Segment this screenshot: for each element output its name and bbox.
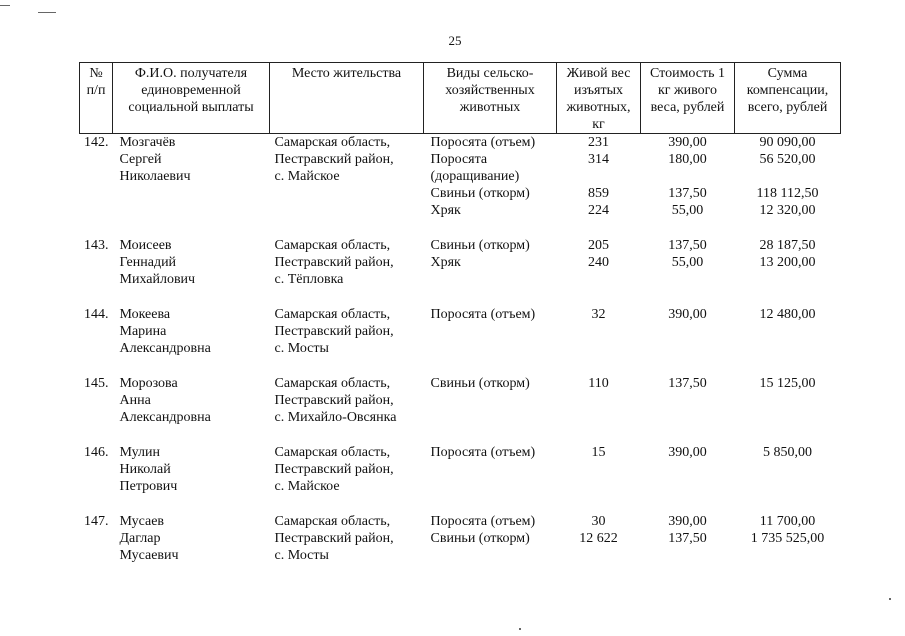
recipient-name [113,306,270,357]
recipient-name-line: Мусаевич [119,548,179,563]
recipient-name-line: Александровна [119,341,211,356]
row-number [80,375,113,426]
row-number [80,513,113,564]
recipient-name-line: Николай [119,462,171,477]
row-number [80,444,113,495]
price-per-kg [641,375,735,426]
residence-line: Самарская область, [274,238,391,253]
live-weight [557,306,641,357]
table-header [80,63,841,134]
table-row [80,237,841,288]
animal-type-line: Поросята (отъем) [430,135,536,150]
recipient-name-line: Николаевич [119,169,191,184]
live-weight [557,237,641,288]
live-weight-value: 32 [591,307,606,322]
animal-type [424,306,557,357]
scan-speck [519,628,521,630]
row-number [80,134,113,220]
animal-type [424,513,557,564]
live-weight-value: 205 [588,238,609,253]
row-number-text: 147. [84,514,109,529]
scan-speck [38,12,56,13]
residence [270,134,424,220]
table-body [80,134,841,565]
price-per-kg [641,134,735,220]
compensation-table [79,62,841,564]
animal-type [424,134,557,220]
row-number-text: 146. [84,445,109,460]
sum-value: 90 090,00 [759,135,816,150]
header-number: № п/п [80,63,113,134]
price-per-kg [641,237,735,288]
recipient-name-line: Мокеева [119,307,171,322]
compensation-sum [735,444,841,495]
price-value: 137,50 [668,531,707,546]
compensation-sum [735,375,841,426]
animal-type [424,444,557,495]
animal-type [424,375,557,426]
recipient-name [113,134,270,220]
recipient-name-line: Михайлович [119,272,196,287]
header-row [80,63,841,134]
compensation-table-wrapper [79,62,840,564]
price-value: 390,00 [668,445,707,460]
residence-line: с. Майское [274,479,340,494]
live-weight [557,444,641,495]
row-spacer [80,288,841,306]
animal-type-line: Свиньи (откорм) [430,376,530,391]
residence-line: с. Михайло-Овсянка [274,410,397,425]
residence-line: Пестравский район, [274,393,394,408]
residence-line: Пестравский район, [274,152,394,167]
live-weight-value: 15 [591,445,606,460]
residence-line: Самарская область, [274,135,391,150]
recipient-name [113,513,270,564]
recipient-name [113,375,270,426]
animal-type-line: Поросята (отъем) [430,514,536,529]
recipient-name-line: Мулин [119,445,160,460]
residence-line: Самарская область, [274,376,391,391]
recipient-name-line: Марина [119,324,167,339]
live-weight [557,134,641,220]
table-row [80,444,841,495]
residence-line: Самарская область, [274,307,391,322]
table-row [80,375,841,426]
header-recipient-name: Ф.И.О. получателя единовременной социальной выплаты [113,63,270,134]
row-number-text: 144. [84,307,109,322]
compensation-sum [735,306,841,357]
recipient-name-line: Даглар [119,531,161,546]
row-number [80,306,113,357]
page-number: 25 [448,33,462,48]
sum-value: 1 735 525,00 [750,531,825,546]
residence [270,306,424,357]
header-compensation-sum: Сумма компенсации, всего, рублей [735,63,841,134]
sum-value: 12 320,00 [759,203,816,218]
animal-type-line: Поросята (отъем) [430,445,536,460]
live-weight-value: 859 [588,186,609,201]
header-animal-types: Виды сельско-хозяйственных животных [424,63,557,134]
recipient-name-line: Петрович [119,479,178,494]
residence-line: Пестравский район, [274,255,394,270]
row-number [80,237,113,288]
row-number-text: 143. [84,238,109,253]
recipient-name-line: Мозгачёв [119,135,176,150]
live-weight-value: 12 622 [579,531,618,546]
row-number-text: 145. [84,376,109,391]
residence-line: Пестравский район, [274,462,394,477]
header-price-per-kg: Стоимость 1 кг живого веса, рублей [641,63,735,134]
sum-value: 13 200,00 [759,255,816,270]
animal-type-line: Свиньи (откорм) [430,238,530,253]
price-value: 137,50 [668,238,707,253]
row-spacer [80,357,841,375]
price-value: 137,50 [668,376,707,391]
residence-line: с. Майское [274,169,340,184]
price-value: 55,00 [671,203,704,218]
live-weight [557,375,641,426]
compensation-sum [735,513,841,564]
animal-type-line: (доращивание) [430,169,520,184]
live-weight-value: 110 [588,376,609,391]
scan-speck [889,598,891,600]
sum-value: 15 125,00 [759,376,816,391]
residence [270,237,424,288]
recipient-name-line: Мусаев [119,514,165,529]
animal-type-line: Свиньи (откорм) [430,186,530,201]
row-spacer [80,495,841,513]
recipient-name [113,237,270,288]
live-weight-value: 224 [588,203,609,218]
table-row [80,306,841,357]
price-per-kg [641,513,735,564]
sum-value: 28 187,50 [759,238,816,253]
row-spacer [80,219,841,237]
sum-value: 118 112,50 [756,186,819,201]
sum-value: 5 850,00 [763,445,812,460]
table-row [80,513,841,564]
recipient-name-line: Анна [119,393,151,408]
price-per-kg [641,444,735,495]
animal-type-line: Хряк [430,255,461,270]
live-weight-value: 240 [588,255,609,270]
price-value: 55,00 [671,255,704,270]
residence [270,375,424,426]
row-number-text: 142. [84,135,109,150]
sum-value: 56 520,00 [759,152,816,167]
compensation-sum [735,134,841,220]
table-row [80,134,841,220]
recipient-name-line: Моисеев [119,238,172,253]
row-spacer [80,426,841,444]
price-value: 390,00 [668,135,707,150]
header-live-weight: Живой вес изъятых животных, кг [557,63,641,134]
residence-line: Пестравский район, [274,531,394,546]
animal-type [424,237,557,288]
residence [270,513,424,564]
live-weight-value: 30 [591,514,606,529]
recipient-name-line: Сергей [119,152,162,167]
recipient-name-line: Александровна [119,410,211,425]
live-weight-value: 314 [588,152,609,167]
scan-speck [0,5,10,6]
recipient-name [113,444,270,495]
price-value: 180,00 [668,152,707,167]
residence-line: Пестравский район, [274,324,394,339]
recipient-name-line: Геннадий [119,255,177,270]
residence-line: с. Мосты [274,341,329,356]
sum-value: 12 480,00 [759,307,816,322]
residence-line: с. Мосты [274,548,329,563]
residence-line: Самарская область, [274,445,391,460]
price-value: 137,50 [668,186,707,201]
residence-line: Самарская область, [274,514,391,529]
live-weight [557,513,641,564]
header-residence: Место жительства [270,63,424,134]
animal-type-line: Поросята [430,152,488,167]
price-value: 390,00 [668,307,707,322]
animal-type-line: Хряк [430,203,461,218]
sum-value: 11 700,00 [759,514,816,529]
animal-type-line: Свиньи (откорм) [430,531,530,546]
animal-type-line: Поросята (отъем) [430,307,536,322]
residence [270,444,424,495]
price-per-kg [641,306,735,357]
live-weight-value: 231 [588,135,609,150]
residence-line: с. Тёпловка [274,272,344,287]
recipient-name-line: Морозова [119,376,178,391]
price-value: 390,00 [668,514,707,529]
compensation-sum [735,237,841,288]
